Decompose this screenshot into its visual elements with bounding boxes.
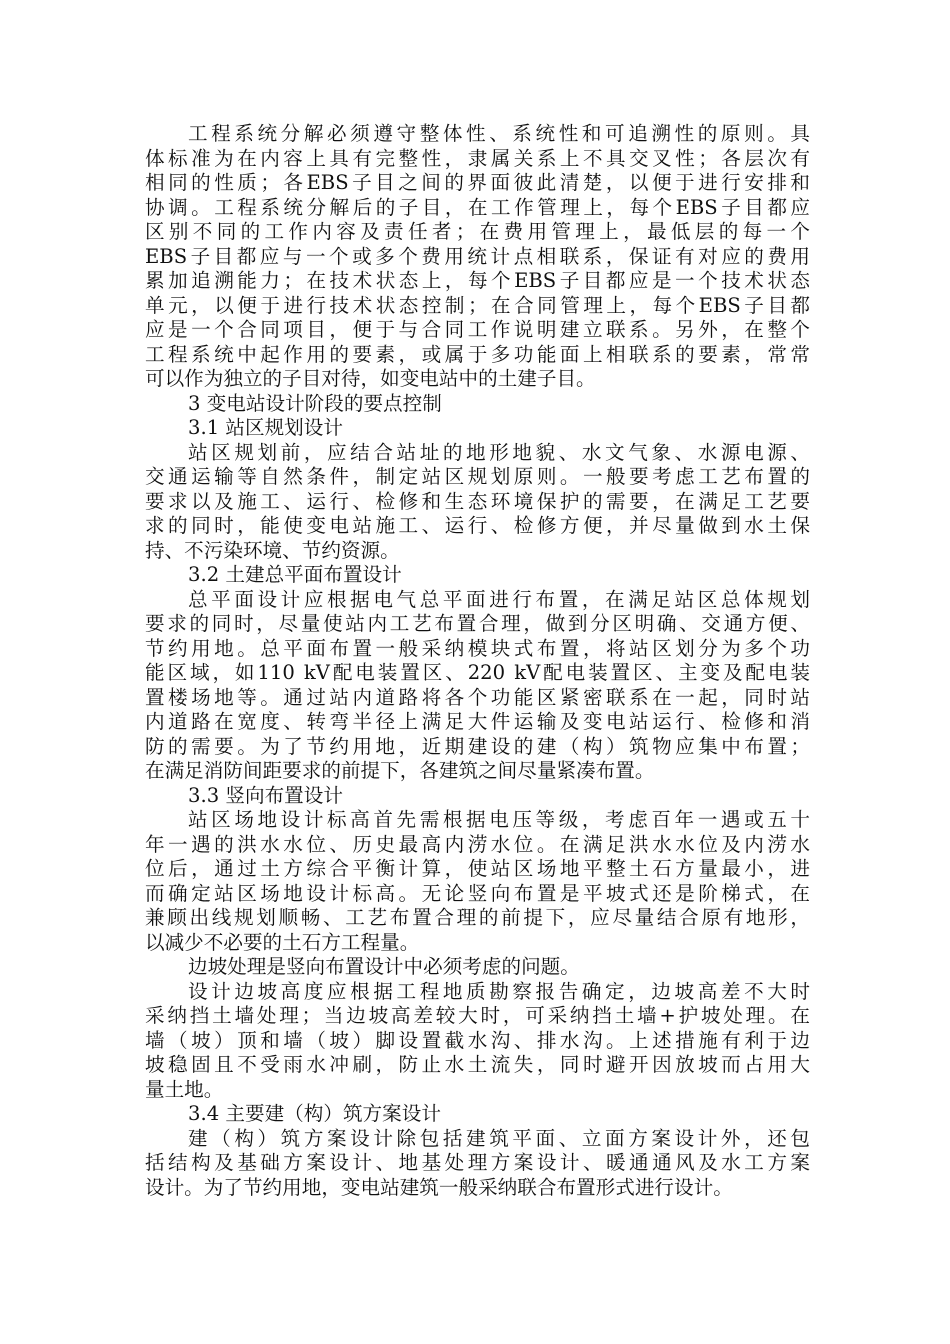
text-line: 防的需要。为了节约用地，近期建设的建（构）筑物应集中布置；	[145, 734, 810, 758]
text-line: 坡稳固且不受雨水冲刷，防止水土流失，同时避开因放坡而占用大	[145, 1053, 810, 1076]
text-line: 持、不污染环境、节约资源。	[145, 538, 400, 562]
text-line: 区别不同的工作内容及责任者；在费用管理上，最低层的每一个	[145, 220, 810, 243]
text-line: 兼顾出线规划顺畅、工艺布置合理的前提下，应尽量结合原有地形，	[145, 906, 810, 929]
text-line: 内道路在宽度、转弯半径上满足大件运输及变电站运行、检修和消	[145, 710, 810, 733]
text-line: 边坡处理是竖向布置设计中必须考虑的问题。	[188, 955, 580, 978]
document-body	[145, 122, 810, 1200]
text-line: 建（构）筑方案设计除包括建筑平面、立面方案设计外，还包	[188, 1126, 810, 1150]
text-line: 年一遇的洪水水位、历史最高内涝水位。在满足洪水水位及内涝水	[145, 832, 810, 856]
text-line: 工程系统分解必须遵守整体性、系统性和可追溯性的原则。具	[188, 122, 810, 145]
text-line: 墙（坡）顶和墙（坡）脚设置截水沟、排水沟。上述措施有利于边	[145, 1028, 810, 1052]
section-heading: 3 变电站设计阶段的要点控制	[188, 391, 442, 415]
text-line: 站区场地设计标高首先需根据电压等级，考虑百年一遇或五十	[188, 808, 810, 831]
text-line: 采纳挡土墙处理；当边坡高差较大时，可采纳挡土墙+护坡处理。在	[145, 1004, 810, 1027]
text-line: 在满足消防间距要求的前提下，各建筑之间尽量紧凑布置。	[145, 759, 655, 782]
text-line: 相同的性质；各EBS子目之间的界面彼此清楚，以便于进行安排和	[145, 171, 810, 194]
text-line: 设计。为了节约用地，变电站建筑一般采纳联合布置形式进行设计。	[145, 1175, 733, 1199]
text-line: 要求以及施工、运行、检修和生态环境保护的需要，在满足工艺要	[145, 489, 810, 513]
text-line: 以减少不必要的土石方工程量。	[145, 930, 420, 954]
text-line: 求的同时，能使变电站施工、运行、检修方便，并尽量做到水土保	[145, 514, 810, 537]
text-line: 能区域，如110 kV配电装置区、220 kV配电装置区、主变及配电装	[145, 661, 810, 684]
text-line: 累加追溯能力；在技术状态上，每个EBS子目都应是一个技术状态	[145, 269, 810, 292]
text-line: 协调。工程系统分解后的子目，在工作管理上，每个EBS子目都应	[145, 195, 810, 219]
section-heading: 3.4 主要建（构）筑方案设计	[188, 1102, 441, 1125]
text-line: 交通运输等自然条件，制定站区规划原则。一般要考虑工艺布置的	[145, 465, 810, 488]
section-heading: 3.3 竖向布置设计	[188, 783, 343, 807]
text-line: 体标准为在内容上具有完整性，隶属关系上不具交叉性；各层次有	[145, 146, 810, 170]
text-line: 设计边坡高度应根据工程地质勘察报告确定，边坡高差不大时	[188, 979, 810, 1003]
section-heading: 3.2 土建总平面布置设计	[188, 563, 402, 586]
text-line: 站区规划前，应结合站址的地形地貌、水文气象、水源电源、	[188, 440, 810, 464]
section-heading: 3.1 站区规划设计	[188, 416, 343, 439]
text-line: 括结构及基础方案设计、地基处理方案设计、暖通通风及水工方案	[145, 1151, 810, 1174]
text-line: 应是一个合同项目，便于与合同工作说明建立联系。另外，在整个	[145, 318, 810, 341]
text-line: 要求的同时，尽量使站内工艺布置合理，做到分区明确、交通方便、	[145, 612, 810, 635]
text-line: 而确定站区场地设计标高。无论竖向布置是平坡式还是阶梯式，在	[145, 881, 810, 905]
text-line: 位后，通过土方综合平衡计算，使站区场地平整土石方量最小，进	[145, 857, 810, 880]
text-line: 单元，以便于进行技术状态控制；在合同管理上，每个EBS子目都	[145, 293, 810, 317]
text-line: EBS子目都应与一个或多个费用统计点相联系，保证有对应的费用	[145, 244, 810, 268]
text-line: 节约用地。总平面布置一般采纳模块式布置，将站区划分为多个功	[145, 636, 810, 660]
text-line: 总平面设计应根据电气总平面进行布置，在满足站区总体规划	[188, 587, 810, 611]
text-line: 量土地。	[145, 1077, 224, 1101]
text-line: 可以作为独立的子目对待，如变电站中的土建子目。	[145, 367, 596, 390]
text-line: 工程系统中起作用的要素，或属于多功能面上相联系的要素，常常	[145, 342, 810, 366]
text-line: 置楼场地等。通过站内道路将各个功能区紧密联系在一起，同时站	[145, 685, 810, 709]
